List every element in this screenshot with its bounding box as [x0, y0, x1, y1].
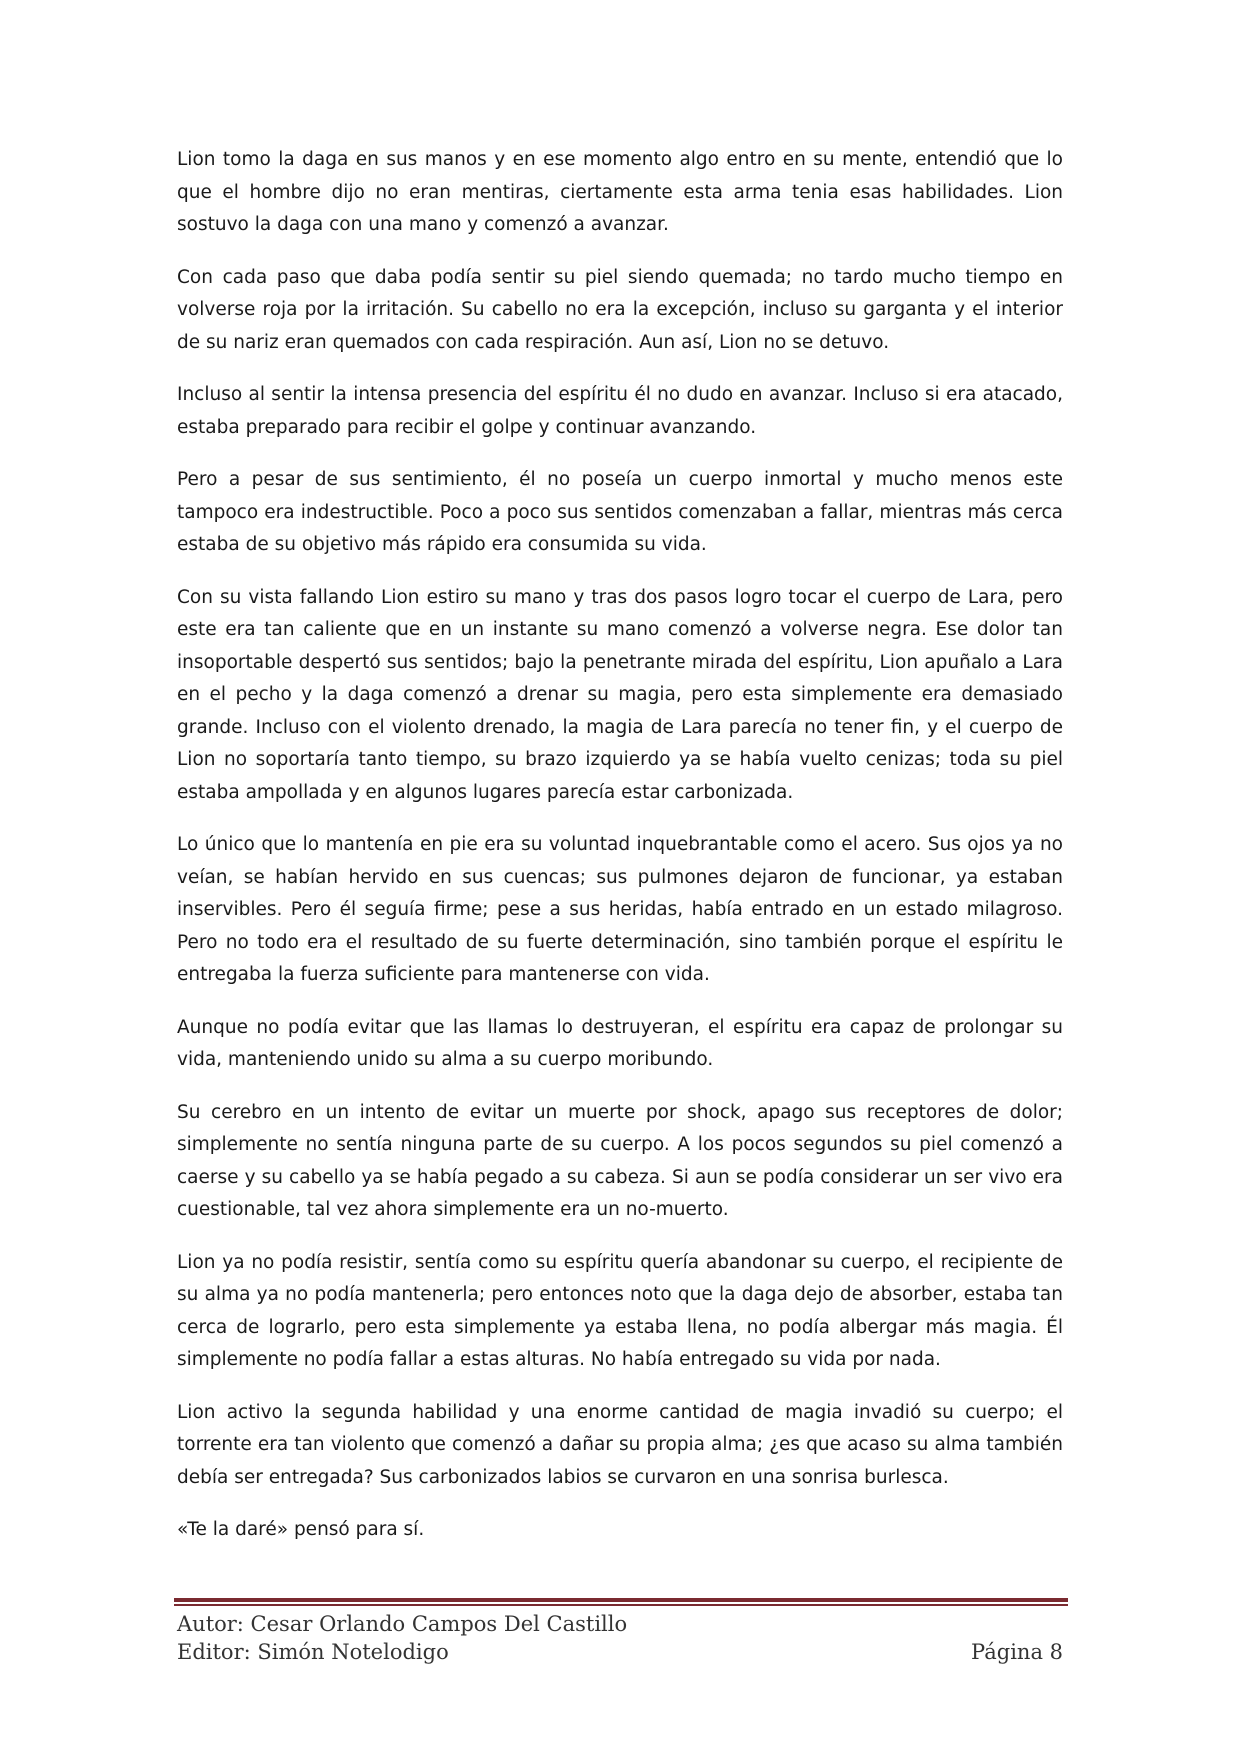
footer-divider	[174, 1598, 1068, 1602]
page-number: Página 8	[971, 1640, 1063, 1664]
paragraph: Lo único que lo mantenía en pie era su voluntad inquebrantable como el acero. Sus ojos ya no veían, se habían hervido en sus cuencas; sus pulmones dejaron de funcionar, ya estaban inservibles. Pero él seguía firme; pese a sus heridas, había entrado en un estado milagroso. Pero no todo era el resultado de su fuerte determinación, sino también porque el espíritu le entregaba la fuerza suficiente para mantenerse con vida.	[177, 834, 1063, 985]
paragraph: Lion ya no podía resistir, sentía como su espíritu quería abandonar su cuerpo, el recipiente de su alma ya no podía mantenerla; pero entonces noto que la daga dejo de absorber, estaba tan cerca de lograrlo, pero esta simplemente ya estaba llena, no podía albergar más magia. Él simplemente no podía fallar a estas alturas. No había entregado su vida por nada.	[177, 1251, 1063, 1370]
paragraph: Su cerebro en un intento de evitar un muerte por shock, apago sus receptores de dolor; simplemente no sentía ninguna parte de su cuerpo. A los pocos segundos su piel comenzó a caerse y su cabello ya se había pegado a su cabeza. Si aun se podía considerar un ser vivo era cuestionable, tal vez ahora simplemente era un no-muerto.	[177, 1101, 1063, 1220]
paragraph: Incluso al sentir la intensa presencia del espíritu él no dudo en avanzar. Incluso si era atacado, estaba preparado para recibir el golpe y continuar avanzando.	[177, 384, 1063, 438]
paragraph: Con cada paso que daba podía sentir su piel siendo quemada; no tardo mucho tiempo en volverse roja por la irritación. Su cabello no era la excepción, incluso su garganta y el interior de su nariz eran quemados con cada respiración. Aun así, Lion no se detuvo.	[177, 266, 1063, 353]
paragraph: Con su vista fallando Lion estiro su mano y tras dos pasos logro tocar el cuerpo de Lara, pero este era tan caliente que en un instante su mano comenzó a volverse negra. Ese dolor tan insoportable despertó sus sentidos; bajo la penetrante mirada del espíritu, Lion apuñalo a Lara en el pecho y la daga comenzó a drenar su magia, pero esta simplemente era demasiado grande. Incluso con el violento drenado, la magia de Lara parecía no tener fin, y el cuerpo de Lion no soportaría tanto tiempo, su brazo izquierdo ya se había vuelto cenizas; toda su piel estaba ampollada y en algunos lugares parecía estar carbonizada.	[177, 586, 1063, 803]
paragraph: Lion tomo la daga en sus manos y en ese momento algo entro en su mente, entendió que lo que el hombre dijo no eran mentiras, ciertamente esta arma tenia esas habilidades. Lion sostuvo la daga con una mano y comenzó a avanzar.	[177, 149, 1063, 235]
paragraph: «Te la daré» pensó para sí.	[177, 1519, 425, 1540]
paragraph: Aunque no podía evitar que las llamas lo destruyeran, el espíritu era capaz de prolongar su vida, manteniendo unido su alma a su cuerpo moribundo.	[177, 1016, 1063, 1070]
paragraph: Lion activo la segunda habilidad y una enorme cantidad de magia invadió su cuerpo; el torrente era tan violento que comenzó a dañar su propia alma; ¿es que acaso su alma también debía ser entregada? Sus carbonizados labios se curvaron en una sonrisa burlesca.	[177, 1401, 1063, 1488]
body-text	[177, 144, 1063, 1567]
footer-divider-thin	[174, 1604, 1068, 1606]
footer-editor: Editor: Simón Notelodigo	[177, 1640, 449, 1664]
footer-editor-row	[177, 1640, 1063, 1664]
paragraph: Pero a pesar de sus sentimiento, él no poseía un cuerpo inmortal y mucho menos este tampoco era indestructible. Poco a poco sus sentidos comenzaban a fallar, mientras más cerca estaba de su objetivo más rápido era consumida su vida.	[177, 469, 1063, 555]
footer-author: Autor: Cesar Orlando Campos Del Castillo	[177, 1612, 628, 1636]
